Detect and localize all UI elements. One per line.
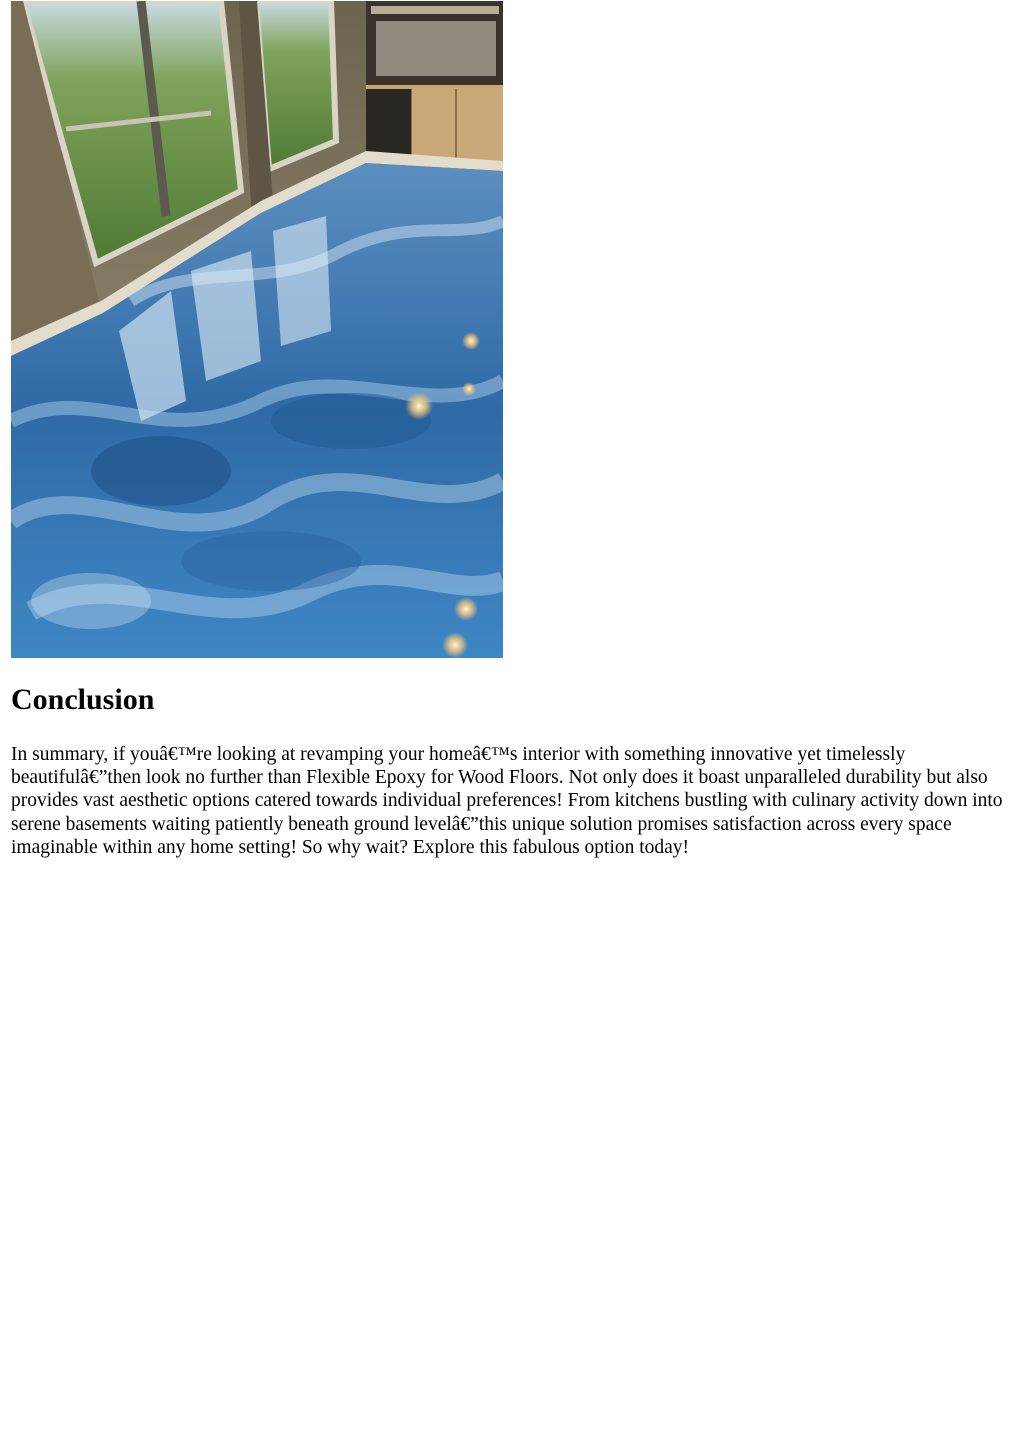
epoxy-floor-photo (11, 1, 503, 658)
epoxy-floor-illustration (11, 1, 503, 658)
section-heading: Conclusion (11, 683, 155, 716)
conclusion-paragraph: In summary, if youâ€™re looking at revamping your homeâ€™s interior with something innovative yet timelessly beautifulâ€”then look no further than Flexible Epoxy for Wood Floors. Not only does it boast unparalleled durability but also provides vast aesthetic options catered towards individual preferences! From kitchens bustling with culinary activity down into serene basements waiting patiently beneath ground levelâ€”this unique solution promises satisfaction across every space imaginable within any home setting! So why wait? Explore this fabulous option today! (11, 744, 1003, 858)
